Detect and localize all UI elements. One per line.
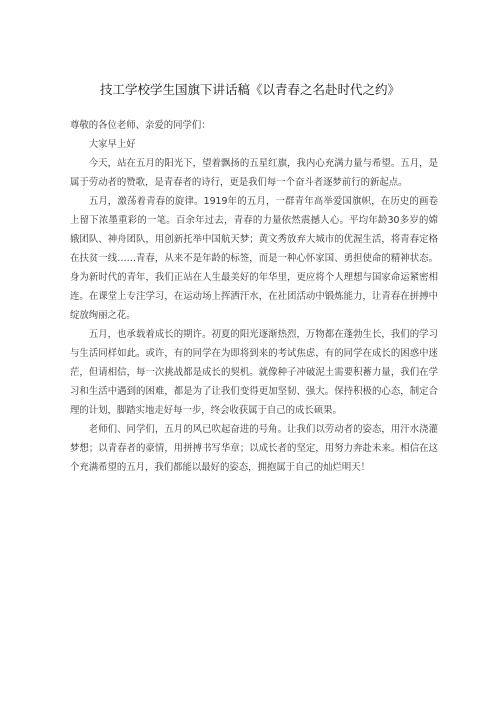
paragraph-1: 今天，站在五月的阳光下，望着飘扬的五星红旗，我内心充满力量与希望。五月，是属于劳动者的赞歌，是青春者的诗行，更是我们每一个奋斗者逐梦前行的新起点。 [70,158,438,188]
paragraph-3: 五月，也承载着成长的期许。初夏的阳光逐渐热烈，万物都在蓬勃生长，我们的学习与生活同样如此。或许，有的同学在为即将到来的考试焦虑，有的同学在成长的困惑中迷茫，但请相信，每一次挑战都是成长的契机。就像种子冲破泥土需要积蓄力量，我们在学习和生活中遇到的困难，都是为了让我们变得更加坚韧、强大。保持积极的心态，制定合理的计划，脚踏实地走好每一步，终会收获属于自己的成长硕果。 [70,329,438,416]
paragraph-2: 五月，激荡着青春的旋律。1919年的五月，一群青年高举爱国旗帜，在历史的画卷上留下浓墨重彩的一笔。百余年过去，青春的力量依然震撼人心。平均年龄30多岁的嫦娥团队、神舟团队，用创新托举中国航天梦；黄文秀放弃大城市的优渥生活，将青春定格在扶贫一线……青春，从来不是年龄的标签，而是一种心怀家国、勇担使命的精神状态。身为新时代的青年，我们正站在人生最美好的年华里，更应将个人理想与国家命运紧密相连。在课堂上专注学习，在运动场上挥洒汗水，在社团活动中锻炼能力，让青春在拼搏中绽放绚丽之花。 [70,196,438,321]
paragraph-4: 老师们、同学们，五月的风已吹起奋进的号角。让我们以劳动者的姿态，用汗水浇灌梦想；以青春者的豪情，用拼搏书写华章；以成长者的坚定，用努力奔赴未来。相信在这个充满希望的五月，我们都能以最好的姿态，拥抱属于自己的灿烂明天！ [70,424,438,473]
document-title: 技工学校学生国旗下讲话稿《以青春之名赴时代之约》 [99,82,400,97]
document-body [70,116,438,477]
greeting: 大家早上好 [88,139,136,150]
salutation: 尊敬的各位老师、亲爱的同学们： [70,120,211,131]
